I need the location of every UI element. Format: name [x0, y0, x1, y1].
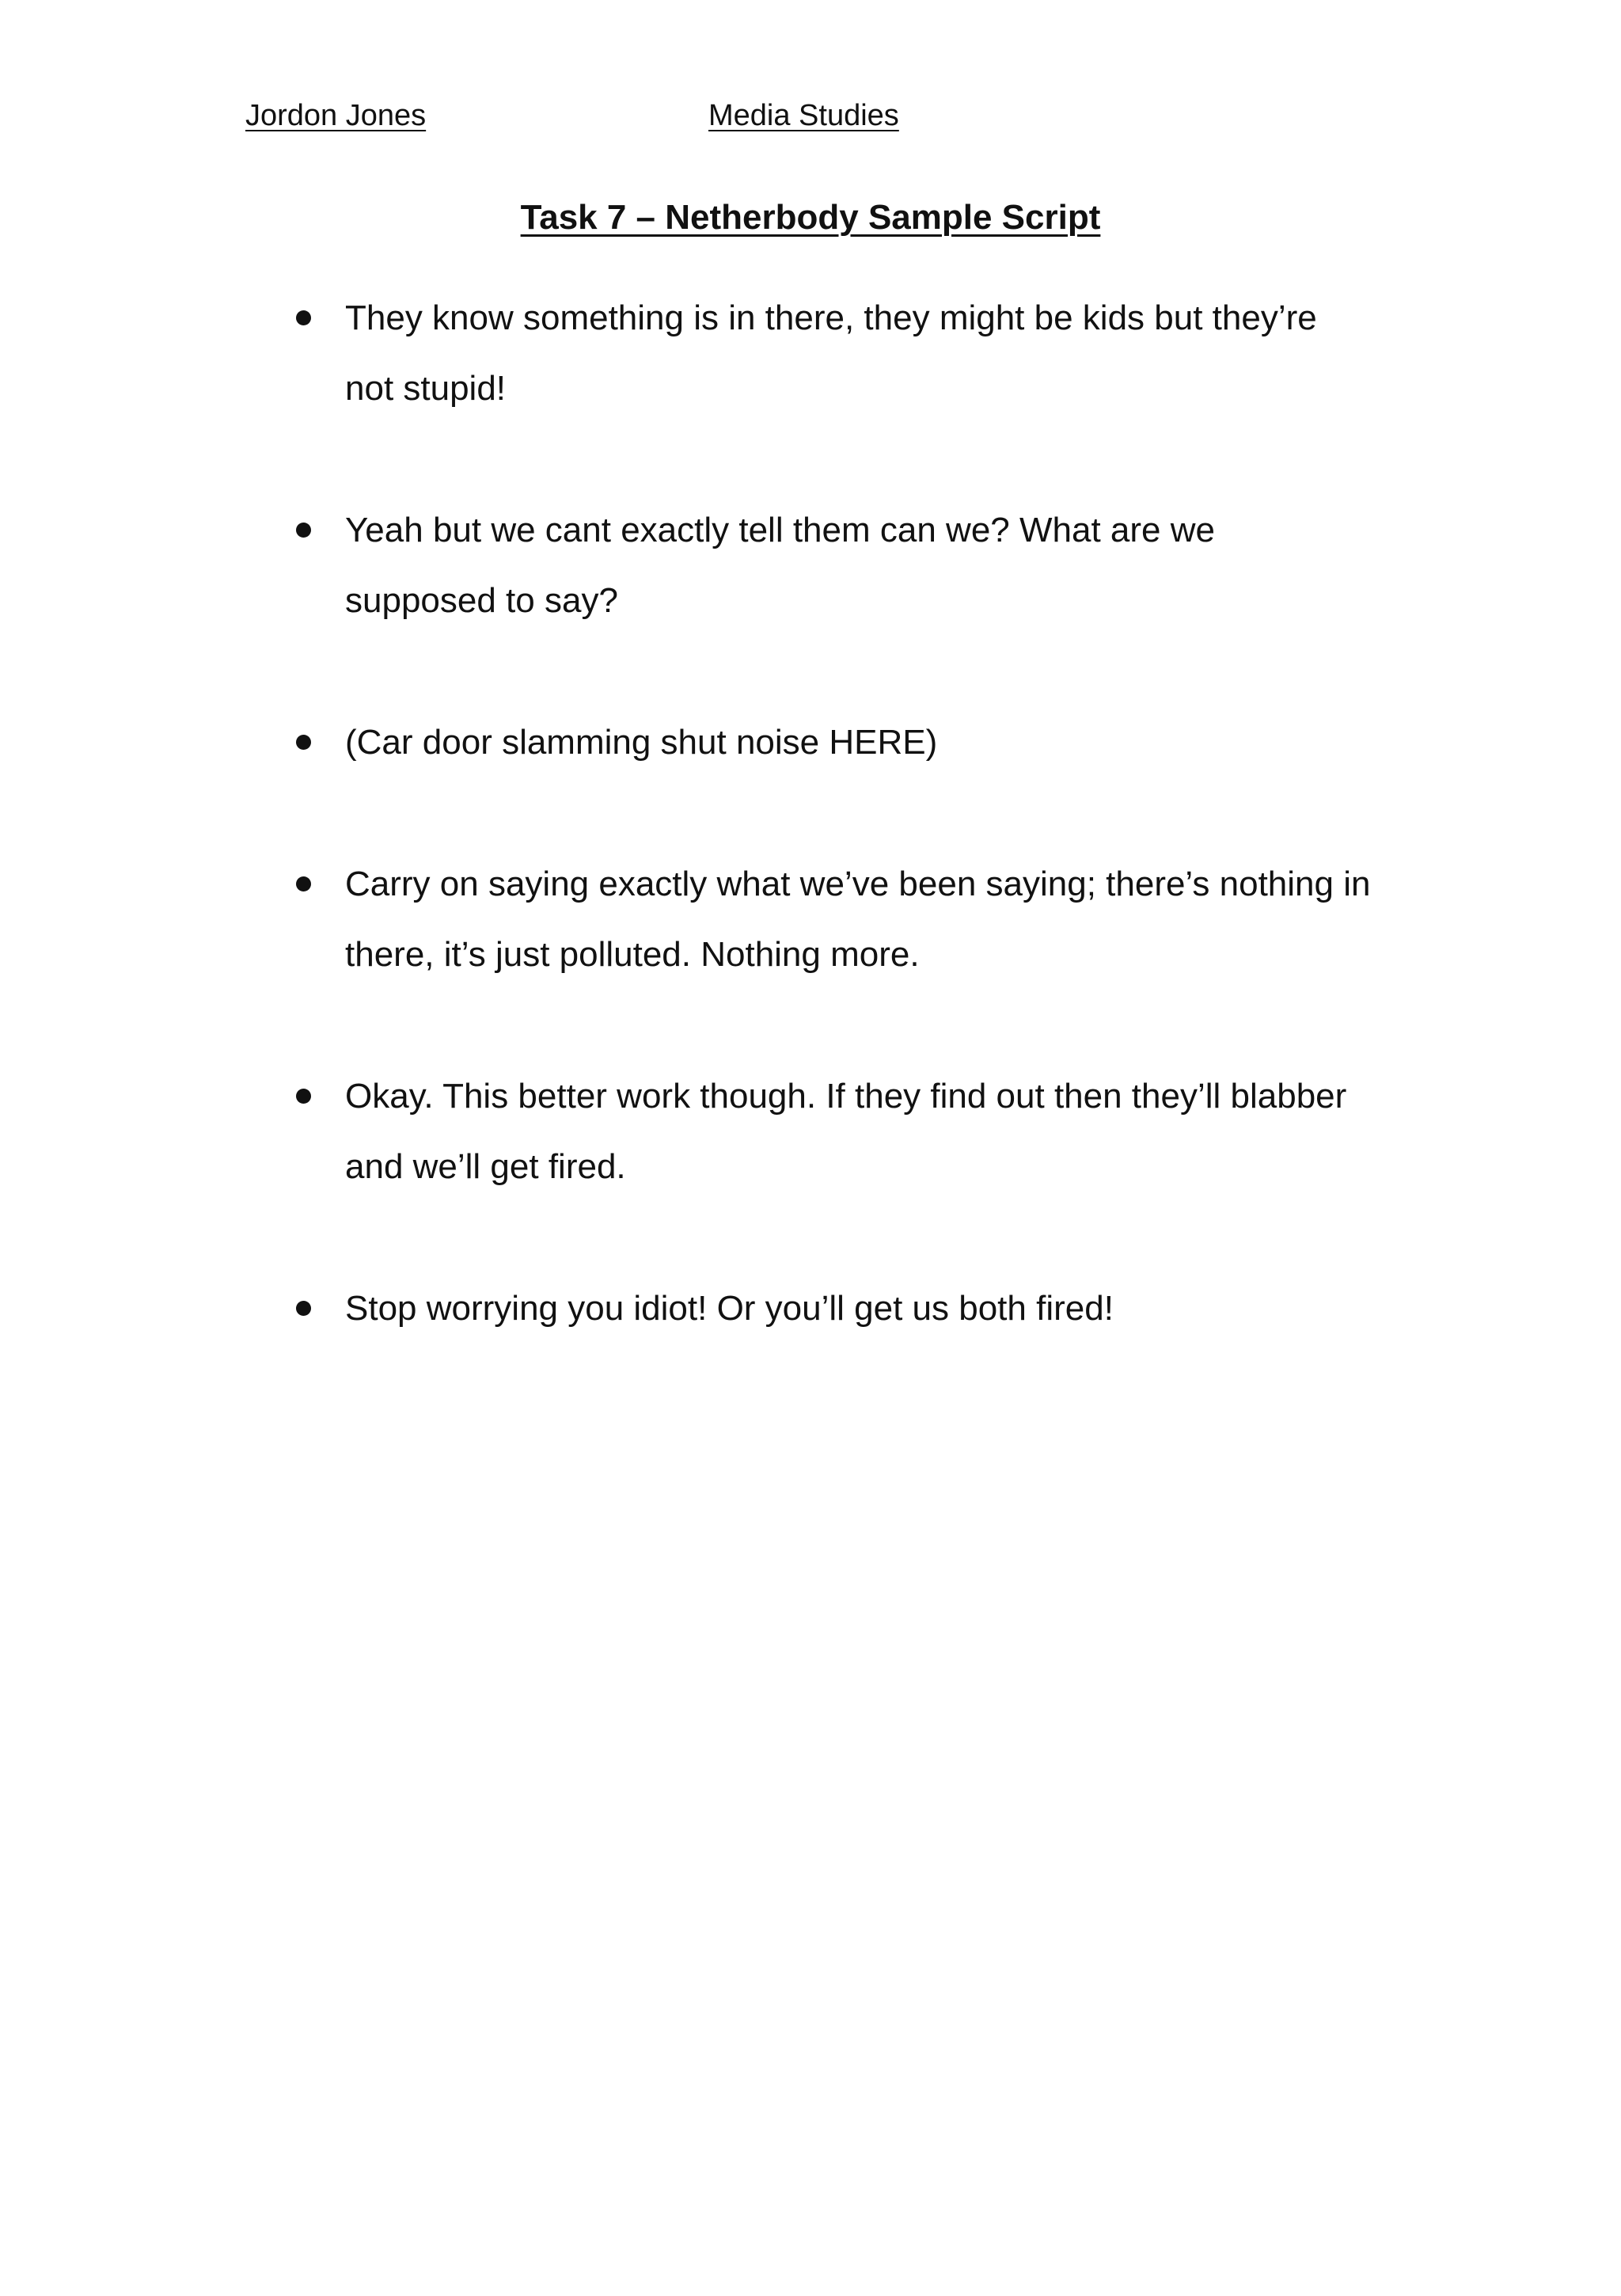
bullet-icon [296, 1089, 311, 1104]
script-line-item [296, 707, 1404, 777]
script-text-line: Stop worrying you idiot! Or you’ll get us both fired! [345, 1289, 1114, 1328]
document-title: Task 7 – Netherbody Sample Script [520, 198, 1101, 237]
script-text-line: supposed to say? [345, 581, 618, 620]
script-line-item [296, 495, 1404, 636]
bullet-icon [296, 876, 311, 891]
bullet-icon [296, 310, 311, 325]
script-text-line: Okay. This better work though. If they find out then they’ll blabber [345, 1077, 1347, 1116]
bullet-icon [296, 1301, 311, 1316]
script-line-item [296, 849, 1404, 990]
script-text-line: and we’ll get fired. [345, 1147, 626, 1186]
script-text-line: there, it’s just polluted. Nothing more. [345, 935, 920, 974]
student-name: Jordon Jones [245, 99, 427, 132]
bullet-icon [296, 735, 311, 750]
script-text-line: (Car door slamming shut noise HERE) [345, 723, 938, 762]
script-line-item [296, 283, 1404, 424]
script-text-line: Carry on saying exactly what we’ve been saying; there’s nothing in [345, 865, 1371, 903]
script-text-line: They know something is in there, they might be kids but they’re [345, 298, 1317, 337]
script-text-line: not stupid! [345, 369, 507, 408]
script-text-line: Yeah but we cant exactly tell them can we? What are we [345, 511, 1215, 549]
script-line-item [296, 1273, 1404, 1344]
subject-name: Media Studies [708, 99, 899, 132]
bullet-icon [296, 523, 311, 538]
script-line-item [296, 1061, 1404, 1202]
